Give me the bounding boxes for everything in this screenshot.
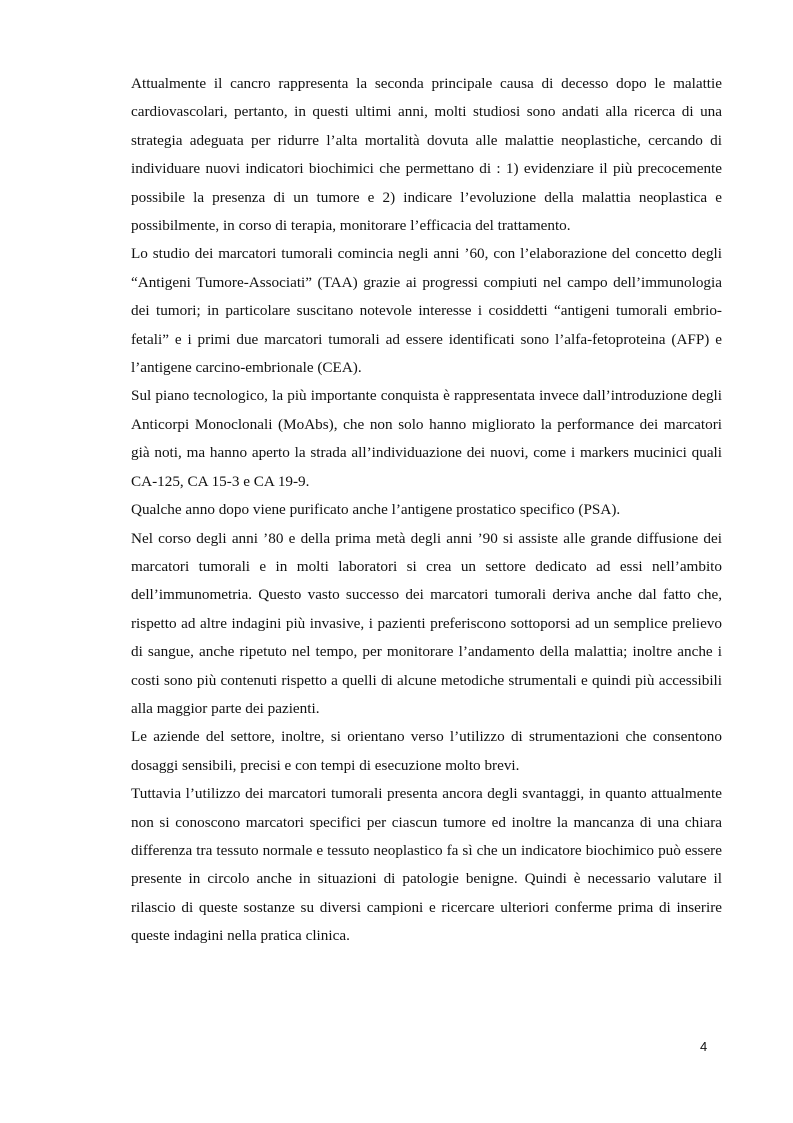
paragraph: Tuttavia l’utilizzo dei marcatori tumorali presenta ancora degli svantaggi, in quanto attualmente non si conoscono marcatori specifici per ciascun tumore ed inoltre la mancanza di una chiara differenza tra tessuto normale e tessuto neoplastico fa sì che un indicatore biochimico può essere presente in circolo anche in situazioni di patologie benigne. Quindi è necessario valutare il rilascio di queste sostanze su diversi campioni e ricercare ulteriori conferme prima di inserire queste indagini nella pratica clinica. [131, 785, 722, 945]
paragraph: Nel corso degli anni ’80 e della prima metà degli anni ’90 si assiste alle grande diffusione dei marcatori tumorali e in molti laboratori si crea un settore dedicato ad essi nell’ambito dell’immunometria. Questo vasto successo dei marcatori tumorali deriva anche dal fatto che, rispetto ad altre indagini più invasive, i pazienti preferiscono sottoporsi ad un semplice prelievo di sangue, anche ripetuto nel tempo, per monitorare l’andamento della malattia; inoltre anche i costi sono più contenuti rispetto a quelli di alcune metodiche strumentali e quindi più accessibili alla maggior parte dei pazienti. [131, 529, 722, 717]
page-number: 4 [700, 1039, 708, 1054]
paragraph: Lo studio dei marcatori tumorali comincia negli anni ’60, con l’elaborazione del concetto degli “Antigeni Tumore-Associati” (TAA) grazie ai progressi compiuti nel campo dell’immunologia dei tumori; in particolare suscitano notevole interesse i cosiddetti “antigeni tumorali embrio-fetali” e i primi due marcatori tumorali ad essere identificati sono l’alfa-fetoproteina (AFP) e l’antigene carcino-embrionale (CEA). [131, 245, 722, 377]
body-text [131, 70, 722, 951]
paragraph: Sul piano tecnologico, la più importante conquista è rappresentata invece dall’introduzione degli Anticorpi Monoclonali (MoAbs), che non solo hanno migliorato la performance dei marcatori già noti, ma hanno aperto la strada all’individuazione dei nuovi, come i markers mucinici quali CA-125, CA 15-3 e CA 19-9. [131, 387, 722, 490]
paragraph: Qualche anno dopo viene purificato anche l’antigene prostatico specifico (PSA). [131, 501, 621, 519]
paragraph: Le aziende del settore, inoltre, si orientano verso l’utilizzo di strumentazioni che consentono dosaggi sensibili, precisi e con tempi di esecuzione molto brevi. [131, 728, 722, 774]
paragraph: Attualmente il cancro rappresenta la seconda principale causa di decesso dopo le malattie cardiovascolari, pertanto, in questi ultimi anni, molti studiosi sono andati alla ricerca di una strategia adeguata per ridurre l’alta mortalità dovuta alle malattie neoplastiche, cercando di individuare nuovi indicatori biochimici che permettano di : 1) evidenziare il più precocemente possibile la presenza di un tumore e 2) indicare l’evoluzione della malattia neoplastica e possibilmente, in corso di terapia, monitorare l’efficacia del trattamento. [131, 75, 722, 235]
